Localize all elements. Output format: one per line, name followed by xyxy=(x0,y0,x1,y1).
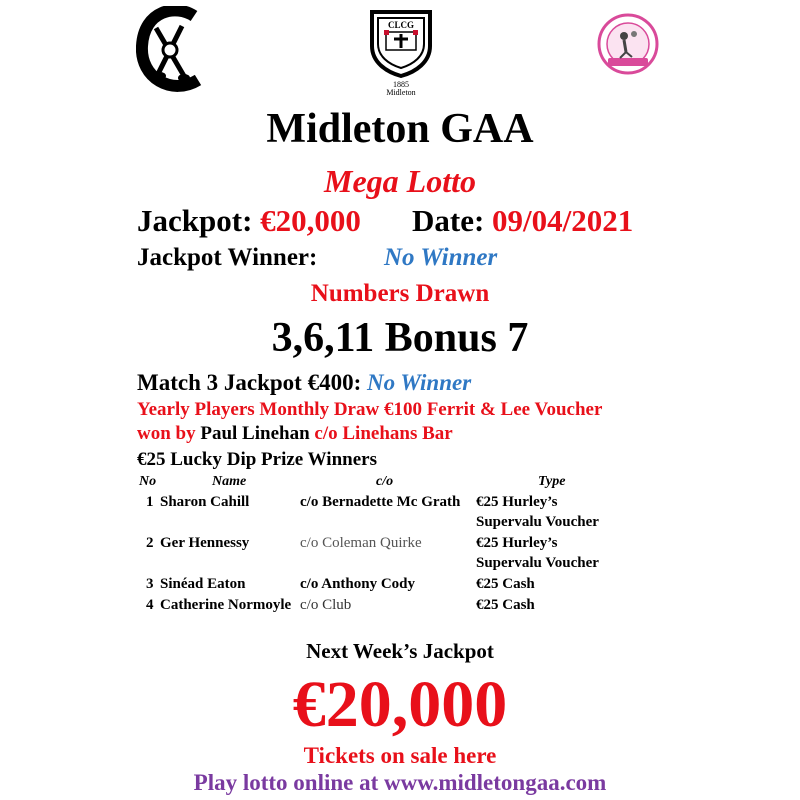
row-3-name: Sinéad Eaton xyxy=(160,576,246,592)
camogie-logo xyxy=(136,6,206,92)
jackpot-winner-label: Jackpot Winner: xyxy=(137,244,318,271)
row-1-type-line1: €25 Hurley’s xyxy=(476,494,558,510)
lucky-dip-title: €25 Lucky Dip Prize Winners xyxy=(137,449,377,470)
tickets-on-sale: Tickets on sale here xyxy=(303,743,497,768)
next-week-amount: €20,000 xyxy=(292,668,508,741)
match3-label: Match 3 Jackpot €400: xyxy=(137,370,362,395)
row-3-no: 3 xyxy=(146,576,154,592)
page-title: Midleton GAA xyxy=(266,106,534,152)
row-3-co: c/o Anthony Cody xyxy=(300,576,416,592)
jackpot-label: Jackpot: xyxy=(137,203,253,238)
row-1-type-line2: Supervalu Voucher xyxy=(476,514,599,530)
row-2-name: Ger Hennessy xyxy=(160,535,250,551)
row-2-type-line1: €25 Hurley’s xyxy=(476,535,558,551)
online-link[interactable]: Play lotto online at www.midletongaa.com xyxy=(193,770,607,795)
row-4-co: c/o Club xyxy=(300,597,352,613)
crest-town: Midleton xyxy=(386,88,416,97)
ladies-football-logo xyxy=(596,12,660,76)
row-2-type-line2: Supervalu Voucher xyxy=(476,555,599,571)
jackpot-amount: €20,000 xyxy=(260,203,361,238)
numbers-drawn-label: Numbers Drawn xyxy=(310,280,490,307)
header-co: c/o xyxy=(376,474,394,489)
yearly-winner-co: c/o Linehans Bar xyxy=(314,423,453,444)
yearly-draw-line: Yearly Players Monthly Draw €100 Ferrit & Lee Voucher xyxy=(137,399,603,420)
subtitle: Mega Lotto xyxy=(324,163,476,199)
row-4-name: Catherine Normoyle xyxy=(160,597,292,613)
row-1-no: 1 xyxy=(146,494,154,510)
yearly-winner-name: Paul Linehan xyxy=(200,423,310,444)
date-label: Date: xyxy=(412,203,485,238)
next-week-label: Next Week’s Jackpot xyxy=(306,639,494,663)
jackpot-winner-value: No Winner xyxy=(384,244,498,271)
yearly-winner-line xyxy=(137,422,453,446)
row-1-name: Sharon Cahill xyxy=(160,494,250,510)
header-type: Type xyxy=(538,474,566,489)
row-2-co: c/o Coleman Quirke xyxy=(300,535,422,551)
won-by-label: won by xyxy=(137,423,196,444)
row-4-type-line1: €25 Cash xyxy=(476,597,535,613)
match3-value: No Winner xyxy=(366,370,472,395)
header-name: Name xyxy=(212,474,247,489)
jackpot-line xyxy=(137,201,361,241)
header-no: No xyxy=(139,474,157,489)
row-4-no: 4 xyxy=(146,597,154,613)
row-1-co: c/o Bernadette Mc Grath xyxy=(300,494,461,510)
crest-year: 1885 xyxy=(393,80,409,89)
row-3-type-line1: €25 Cash xyxy=(476,576,535,592)
date-line xyxy=(412,201,633,241)
row-2-no: 2 xyxy=(146,535,154,551)
crest-text: CLCG xyxy=(387,20,414,30)
numbers-drawn: 3,6,11 Bonus 7 xyxy=(271,315,529,361)
match3-line xyxy=(137,368,471,398)
date-value: 09/04/2021 xyxy=(492,203,634,238)
club-crest xyxy=(368,10,434,78)
